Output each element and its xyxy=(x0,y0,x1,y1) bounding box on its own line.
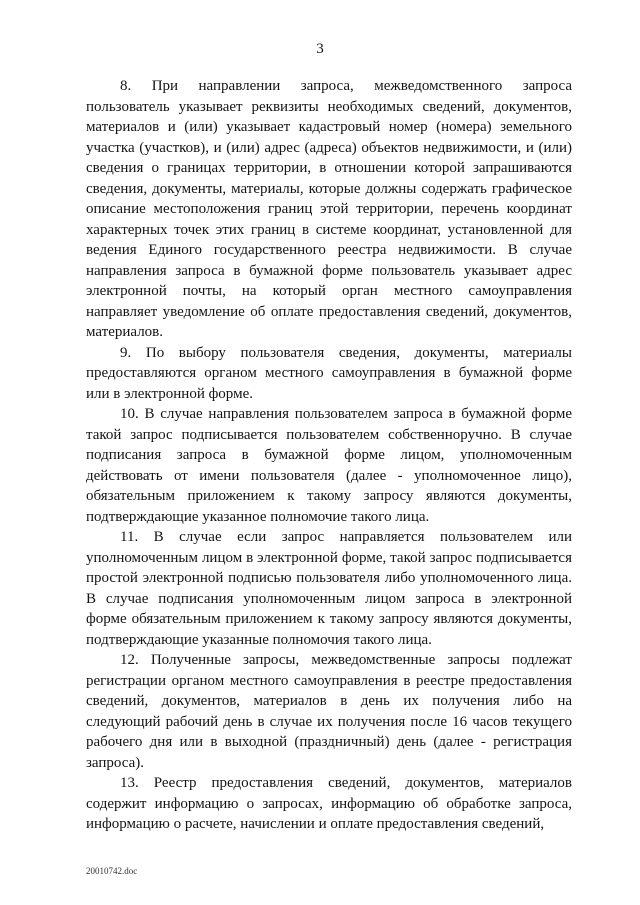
paragraph-9: 9. По выбору пользователя сведения, документы, материалы предоставляются органом местного самоуправления в бумажной форме или в электронной форме. xyxy=(86,344,572,402)
paragraph-8: 8. При направлении запроса, межведомственного запроса пользователь указывает реквизиты необходимых сведений, документов, материалов и (или) указывает кадастровый номер (номера) земельного участка (участков), и (или) адрес (адреса) объектов недвижимости, и (или) сведения о границах территории, в отношении которой запрашиваются сведения, документы, материалы, которые должны содержать графическое описание местоположения границ этой территории, перечень координат характерных точек этих границ в системе координат, установленной для ведения Единого государственного реестра недвижимости. В случае направления запроса в бумажной форме пользователь указывает адрес электронной почты, на который орган местного самоуправления направляет уведомление об оплате предоставления сведений, документов, материалов. xyxy=(86,78,572,340)
document-body xyxy=(86,76,572,835)
footer-filename: 20010742.doc xyxy=(86,866,138,876)
paragraph-10: 10. В случае направления пользователем запроса в бумажной форме такой запрос подписывается пользователем собственноручно. В случае подписания запроса в бумажной форме лицом, уполномоченным действовать от имени пользователя (далее - уполномоченное лицо), обязательным приложением к такому запросу являются документы, подтверждающие указанное полномочие такого лица. xyxy=(86,406,572,525)
paragraph-11: 11. В случае если запрос направляется пользователем или уполномоченным лицом в электронной форме, такой запрос подписывается простой электронной подписью пользователя либо уполномоченного лица. В случае подписания уполномоченным лицом запроса в электронной форме обязательным приложением к такому запросу являются документы, подтверждающие указанные полномочия такого лица. xyxy=(86,529,572,648)
page-number: 3 xyxy=(316,41,324,57)
paragraph-12: 12. Полученные запросы, межведомственные запросы подлежат регистрации органом местного самоуправления в реестре предоставления сведений, документов, материалов в день их получения либо на следующий рабочий день в случае их получения после 16 часов текущего рабочего дня или в выходной (праздничный) день (далее - регистрация запроса). xyxy=(86,652,572,771)
paragraph-13: 13. Реестр предоставления сведений, документов, материалов содержит информацию о запросах, информацию об обработке запроса, информацию о расчете, начислении и оплате предоставления сведений, xyxy=(86,775,572,832)
